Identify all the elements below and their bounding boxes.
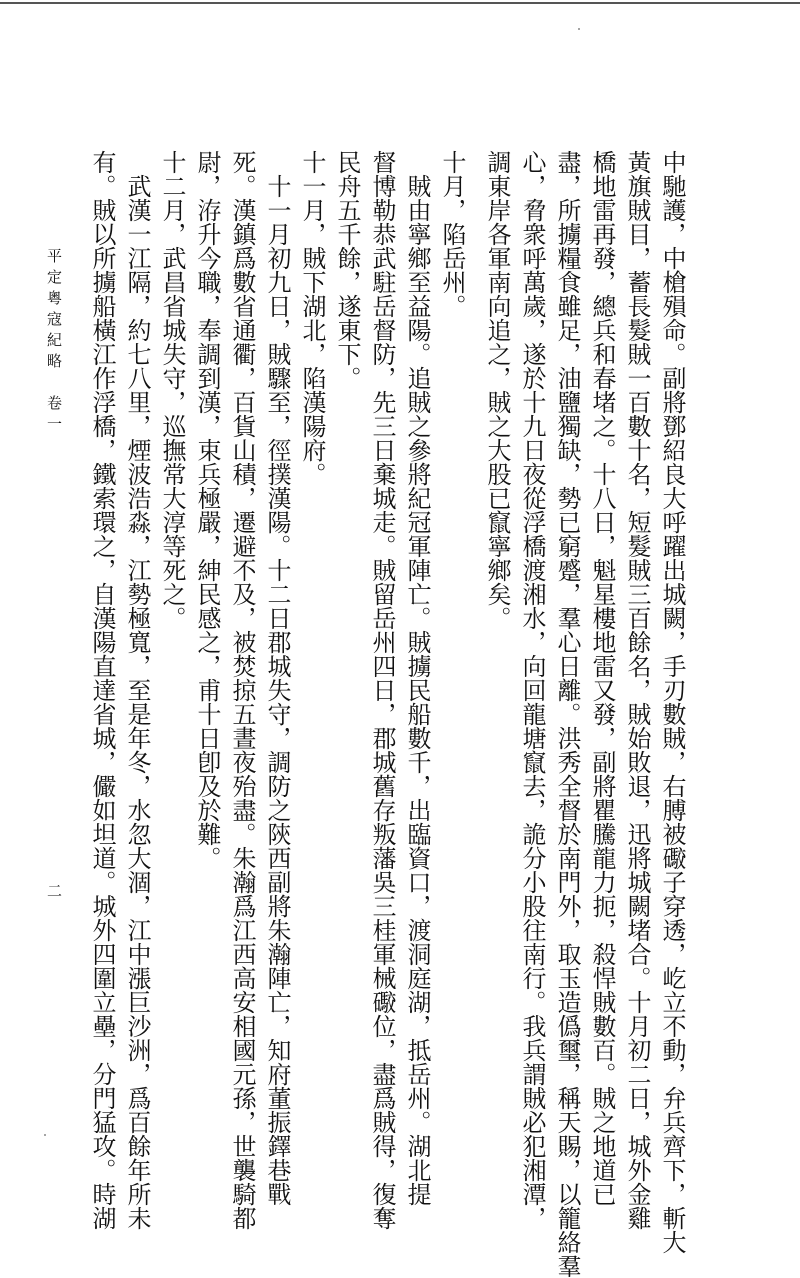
text-column-2: 黃旗賊目，蓄長髮賊一百數十名，短髮賊三百餘名，賊始敗退，迅將城闕堵合。十月初二日，城外金雞 (623, 150, 651, 1230)
text-column-17: 有。賊以所擄船橫江作浮橋，鐵索環之，自漢陽直達省城，儼如坦道。城外四圍立壘，分門猛攻。時湖 (88, 150, 116, 1230)
text-column-14: 尉，洊升今職，奉調到漢，束兵極嚴，紳民感之，甫十日卽及於難。 (193, 150, 221, 870)
text-column-5: 心，脅衆呼萬歲，遂於十九日夜從浮橋渡湘水，向回龍塘竄去，詭分小股往南行。我兵謂賊必犯湘潭， (518, 150, 546, 1230)
top-border-rule (0, 2, 800, 4)
book-title-and-volume: 平定粵寇紀略 卷一 (45, 248, 63, 437)
text-column-4: 盡，所擄糧食雖足，油鹽獨缺，勢已窮蹙，羣心日離。洪秀全督於南門外，取玉造僞璽，稱天賜，以籠絡羣 (553, 150, 581, 1278)
section-heading-october: 十月，陷岳州。 (438, 150, 466, 318)
text-column-8: 賊由寧鄉至益陽。追賊之參將紀冠軍陣亡。賊擄民船數千，出臨資口，渡洞庭湖，抵岳州。湖北提 (403, 150, 431, 1206)
section-heading-december: 十二月，武昌省城失守，巡撫常大淳等死之。 (158, 150, 186, 630)
page-number: 二 (45, 883, 63, 902)
text-column-13: 死。漢鎮爲數省通衢，百貨山積，遷避不及，被焚掠五晝夜殆盡。朱瀚爲江西高安相國元孫，世襲騎都 (228, 150, 256, 1230)
text-column-12: 十一月初九日，賊驟至，徑撲漢陽。十二日郡城失守，調防之陝西副將朱瀚陣亡，知府董振鐸巷戰 (263, 150, 291, 1206)
text-column-6: 調東岸各軍南向追之，賊之大股已竄寧鄉矣。 (483, 150, 511, 630)
text-column-3: 橋地雷再發，總兵和春堵之。十八日，魁星樓地雷又發，副將瞿騰龍力扼，殺悍賊數百。賊之地道已 (588, 150, 616, 1206)
text-column-10: 民舟五千餘，遂東下。 (333, 150, 361, 390)
scan-speck (44, 1134, 46, 1136)
text-column-16: 武漢一江隔，約七八里，煙波浩淼，江勢極寬，至是年冬，水忽大涸，江中漲巨沙洲，爲百餘年所未 (123, 150, 151, 1230)
section-heading-november: 十一月，賊下湖北，陷漢陽府。 (298, 150, 326, 486)
text-column-1: 中馳護，中槍殞命。副將鄧紹良大呼躍出城闕，手刃數賊，右膊被礮子穿透，屹立不動，弁兵齊下，斬大 (658, 150, 686, 1254)
scan-speck (578, 28, 580, 30)
text-column-9: 督博勒恭武駐岳督防，先三日棄城走。賊留岳州四日，郡城舊存叛藩吳三桂軍械礮位，盡爲賊得，復奪 (368, 150, 396, 1230)
